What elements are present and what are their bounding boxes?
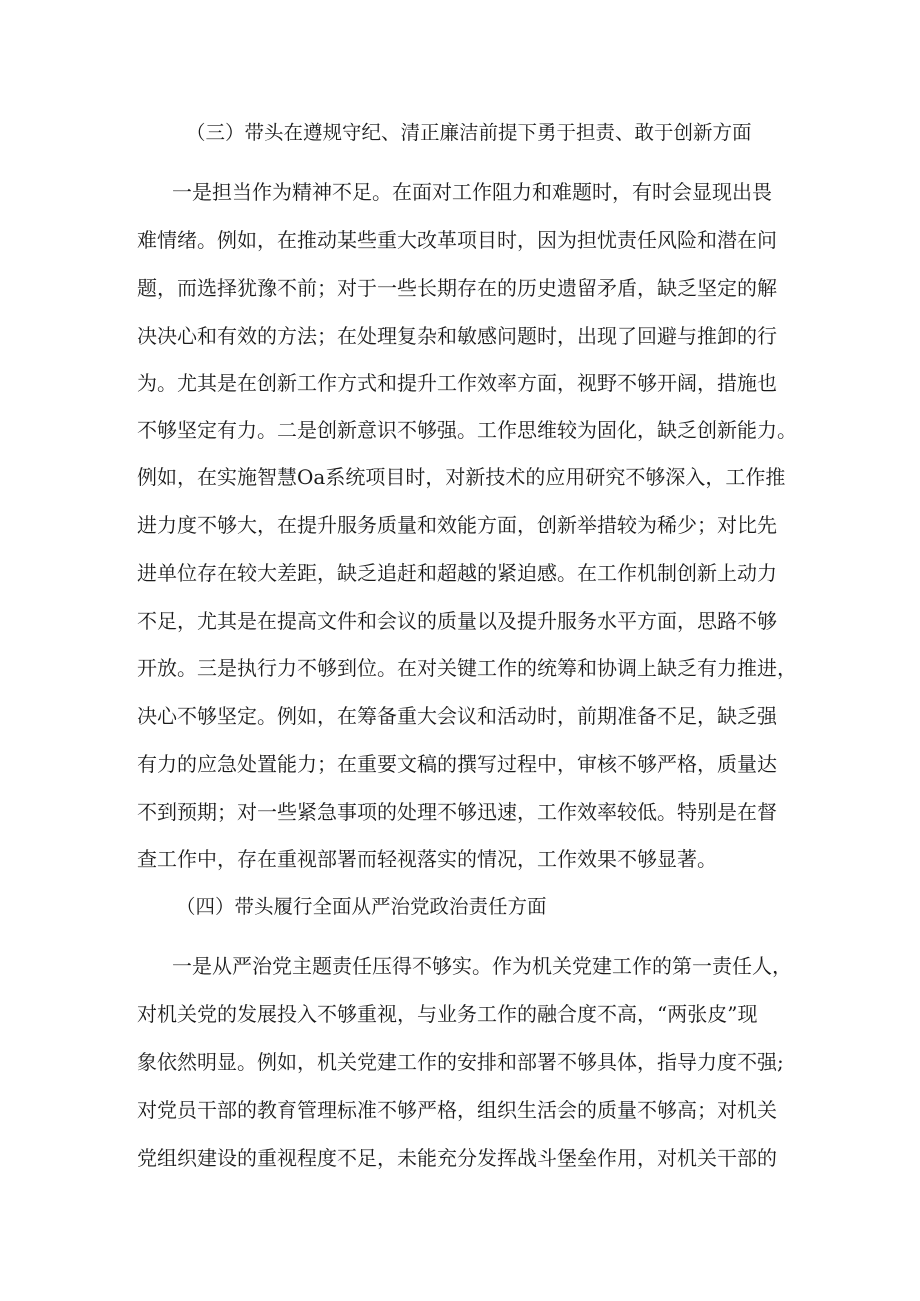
section-heading-4: （四）带头履行全面从严治党政治责任方面 xyxy=(176,895,547,918)
paragraph-line: 例如，在实施智慧Oa系统项目时，对新技术的应用研究不够深入，工作推 xyxy=(137,465,786,489)
paragraph-line: 对机关党的发展投入不够重视，与业务工作的融合度不高，“两张皮”现 xyxy=(137,1002,758,1026)
paragraph-line: 进单位存在较大差距，缺乏追赶和超越的紧迫感。在工作机制创新上动力 xyxy=(137,561,777,585)
paragraph-line: 决心不够坚定。例如，在筹备重大会议和活动时，前期准备不足，缺乏强 xyxy=(137,704,777,728)
paragraph-line: 进力度不够大，在提升服务质量和效能方面，创新举措较为稀少；对比先 xyxy=(137,513,777,537)
paragraph-line: 不足，尤其是在提高文件和会议的质量以及提升服务水平方面，思路不够 xyxy=(137,609,777,633)
section-heading-3: （三）带头在遵规守纪、清正廉洁前提下勇于担责、敢于创新方面 xyxy=(186,121,752,144)
paragraph-line: 查工作中，存在重视部署而轻视落实的情况，工作效果不够显著。 xyxy=(137,847,717,871)
paragraph-line: 党组织建设的重视程度不足，未能充分发挥战斗堡垒作用，对机关干部的 xyxy=(137,1146,777,1170)
paragraph-line: 题，而选择犹豫不前；对于一些长期存在的历史遗留矛盾，缺乏坚定的解 xyxy=(137,276,777,300)
paragraph-line: 难情绪。例如，在推动某些重大改革项目时，因为担忧责任风险和潜在问 xyxy=(137,228,777,252)
paragraph-line: 不到预期；对一些紧急事项的处理不够迅速，工作效率较低。特别是在督 xyxy=(137,800,777,824)
paragraph-line: 象依然明显。例如，机关党建工作的安排和部署不够具体，指导力度不强; xyxy=(137,1050,784,1074)
paragraph-line: 一是从严治党主题责任压得不够实。作为机关党建工作的第一责任人， xyxy=(172,954,792,978)
paragraph-line: 一是担当作为精神不足。在面对工作阻力和难题时，有时会显现出畏 xyxy=(172,180,772,204)
paragraph-line: 决决心和有效的方法；在处理复杂和敏感问题时，出现了回避与推卸的行 xyxy=(137,324,777,348)
paragraph-line: 为。尤其是在创新工作方式和提升工作效率方面，视野不够开阔，措施也 xyxy=(137,371,777,395)
paragraph-line: 开放。三是执行力不够到位。在对关键工作的统筹和协调上缺乏有力推进， xyxy=(137,656,797,680)
paragraph-line: 对党员干部的教育管理标准不够严格，组织生活会的质量不够高；对机关 xyxy=(137,1098,777,1122)
paragraph-line: 不够坚定有力。二是创新意识不够强。工作思维较为固化，缺乏创新能力。 xyxy=(137,418,797,442)
paragraph-line: 有力的应急处置能力；在重要文稿的撰写过程中，审核不够严格，质量达 xyxy=(137,752,777,776)
